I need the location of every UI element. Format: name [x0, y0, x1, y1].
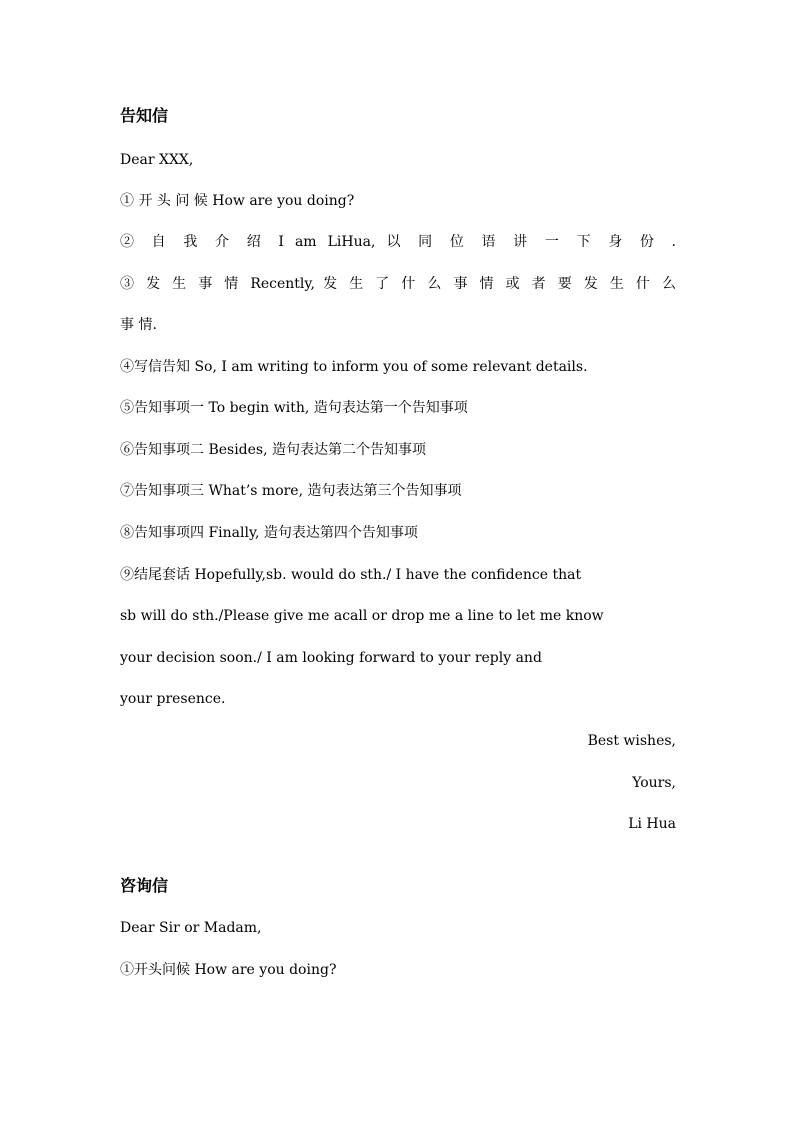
item-line-6: ⑥告知事项二 Besides, 造句表达第二个告知事项 — [120, 442, 427, 458]
sign-off: Yours, — [632, 775, 676, 791]
item-line-4: ④写信告知 So, I am writing to inform you of some relevant details. — [120, 359, 588, 375]
item-line-9-cont-3: your presence. — [120, 691, 226, 707]
item-line-3-cont: 事 情. — [120, 317, 157, 333]
section-heading-notice-letter: 告知信 — [120, 106, 169, 125]
item-line-5: ⑤告知事项一 To begin with, 造句表达第一个告知事项 — [120, 400, 468, 416]
signature: Li Hua — [628, 816, 676, 832]
item-line-1: ① 开 头 问 候 How are you doing? — [120, 193, 355, 209]
item-line-9-cont-2: your decision soon./ I am looking forward to your reply and — [120, 650, 542, 666]
item-line-8: ⑧告知事项四 Finally, 造句表达第四个告知事项 — [120, 525, 418, 541]
section-heading-inquiry-letter: 咨询信 — [120, 876, 169, 895]
closing: Best wishes, — [587, 733, 676, 749]
item-line-2-1: ①开头问候 How are you doing? — [120, 962, 337, 978]
item-line-9-cont-1: sb will do sth./Please give me acall or drop me a line to let me know — [120, 608, 604, 624]
item-line-3: ③ 发 生 事 情 Recently, 发 生 了 什 么 事 情 或 者 要 发 生 什 么 — [120, 276, 677, 292]
item-line-2: ② 自 我 介 绍 I am LiHua, 以 同 位 语 讲 一 下 身 份 . — [120, 234, 676, 250]
item-line-9: ⑨结尾套话 Hopefully,sb. would do sth./ I have the confidence that — [120, 567, 582, 583]
item-line-7: ⑦告知事项三 What’s more, 造句表达第三个告知事项 — [120, 483, 462, 499]
salutation-2: Dear Sir or Madam, — [120, 920, 262, 936]
salutation: Dear XXX, — [120, 152, 194, 168]
